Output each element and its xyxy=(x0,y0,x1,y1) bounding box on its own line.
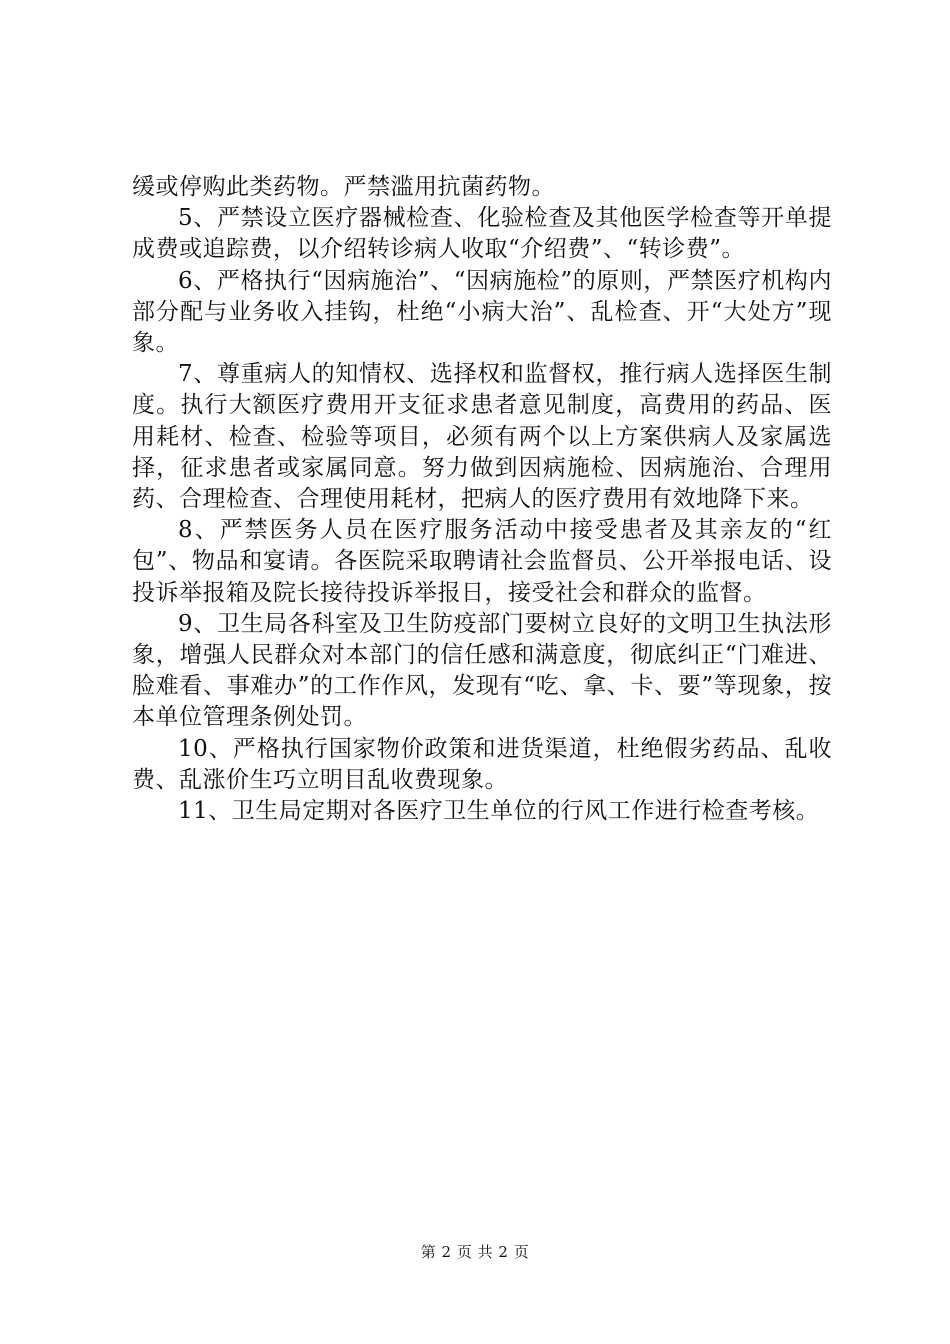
paragraph-item-5: 5、严禁设立医疗器械检查、化验检查及其他医学检查等开单提成费或追踪费，以介绍转诊病人收取“介绍费”、“转诊费”。 xyxy=(132,205,832,263)
document-body xyxy=(132,172,832,827)
page-footer: 第 2 页 共 2 页 xyxy=(420,1243,530,1261)
paragraph-item-9: 9、卫生局各科室及卫生防疫部门要树立良好的文明卫生执法形象，增强人民群众对本部门的信任感和满意度，彻底纠正“门难进、脸难看、事难办”的工作作风，发现有“吃、拿、卡、要”等现象，按本单位管理条例处罚。 xyxy=(132,610,832,731)
paragraph-item-8: 8、严禁医务人员在医疗服务活动中接受患者及其亲友的“红包”、物品和宴请。各医院采取聘请社会监督员、公开举报电话、设投诉举报箱及院长接待投诉举报日，接受社会和群众的监督。 xyxy=(132,517,832,606)
paragraph-item-7: 7、尊重病人的知情权、选择权和监督权，推行病人选择医生制度。执行大额医疗费用开支征求患者意见制度，高费用的药品、医用耗材、检查、检验等项目，必须有两个以上方案供病人及家属选择，征求患者或家属同意。努力做到因病施检、因病施治、合理用药、合理检查、合理使用耗材，把病人的医疗费用有效地降下来。 xyxy=(132,361,832,513)
paragraph-item-10: 10、严格执行国家物价政策和进货渠道，杜绝假劣药品、乱收费、乱涨价生巧立明目乱收费现象。 xyxy=(132,735,832,793)
paragraph-continuation: 缓或停购此类药物。严禁滥用抗菌药物。 xyxy=(132,174,555,200)
paragraph-item-6: 6、严格执行“因病施治”、“因病施检”的原则，严禁医疗机构内部分配与业务收入挂钩，杜绝“小病大治”、乱检查、开“大处方”现象。 xyxy=(132,267,832,357)
paragraph-item-11: 11、卫生局定期对各医疗卫生单位的行风工作进行检查考核。 xyxy=(178,798,820,825)
